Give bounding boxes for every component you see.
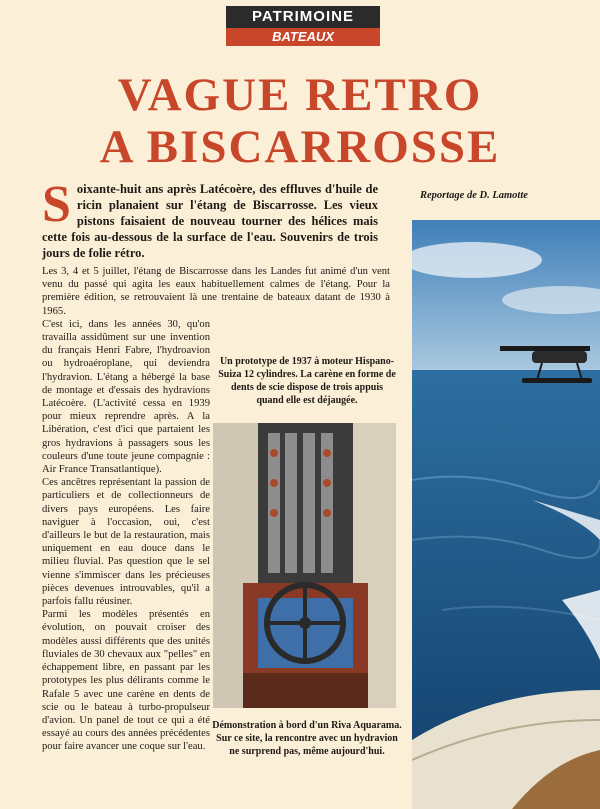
body-paragraph-1: Les 3, 4 et 5 juillet, l'étang de Biscarrosse dans les Landes fut animé d'un vent venu du passé qui agita les eaux habituellement calmes de l'étang. Pour la première édition, se retrouvaient là une trentaine de bateaux datant de 1930 à 1965. xyxy=(42,266,390,317)
body-paragraph-2: C'est ici, dans les années 30, qu'on travailla assidûment sur une invention du français Henri Fabre, l'hydroavion ou hydroaéroplane, qui deviendra l'hydravion. L'étang a hébergé la base de montage et d'essais des hydravions Latécoère. (L'activité cessa en 1939 pour mieux reprendre après. A la Libération, c'est d'ici que partaient les gros hydravions à passagers sous les couleurs d'une toute jeune compagnie : Air France Transatlantique). xyxy=(42,318,210,476)
lead-text: oixante-huit ans après Latécoère, des effluves d'huile de ricin planaient sur l'étang de Biscarrosse. Les vieux pistons faisaient de nouveau tourner des hélices mais cette fois au-dessous de la surface de l'eau. Souvenirs de trois jours de folie rétro. xyxy=(42,182,378,260)
headline-line-2: A BISCARROSSE xyxy=(99,121,501,173)
headline-line-1: VAGUE RETRO xyxy=(117,69,483,121)
lead-paragraph xyxy=(42,176,378,261)
subsection-label: BATEAUX xyxy=(226,28,380,46)
article-body xyxy=(42,265,390,754)
body-paragraph-4: Parmi les modèles présentés en évolution, on pouvait croiser des modèles aussi différents que des unités fluviales de 30 chevaux aux "pelles" en échappement libre, en passant par les prototypes les plus délirants comme le Rafale 5 avec une carène en dents de scie ou le bateau à turbo-propulseur d'avion. Un panel de tout ce qui a été essayé au cours des années précédentes pour faire avancer une coque sur l'eau. xyxy=(42,609,210,753)
body-paragraph-3: Ces ancêtres représentant la passion de particuliers et de collectionneurs de divers pays européens. Les faire naviguer à l'occasion, oui, c'est d'ailleurs le but de la restauration, mais uniquement en eau douce dans le milieu fluvial. Pas question que le sel vienne s'immiscer dans les précieuses pièces devenues introuvables, qu'il a parfois fallu réusiner. xyxy=(42,477,210,608)
boat-caption: Démonstration à bord d'un Riva Aquarama. Sur ce site, la rencontre avec un hydravion ne surprend pas, même aujourd'hui. xyxy=(212,720,402,757)
seaplane-boat-photo xyxy=(412,220,600,809)
section-label: PATRIMOINE xyxy=(226,6,380,28)
byline: Reportage de D. Lamotte xyxy=(420,190,528,201)
engine-caption: Un prototype de 1937 à moteur Hispano-Suiza 12 cylindres. La carène en forme de dents de scie dispose de trois appuis quand elle est déjaugée. xyxy=(218,356,396,406)
section-badge xyxy=(226,6,380,46)
drop-cap: S xyxy=(42,176,71,233)
